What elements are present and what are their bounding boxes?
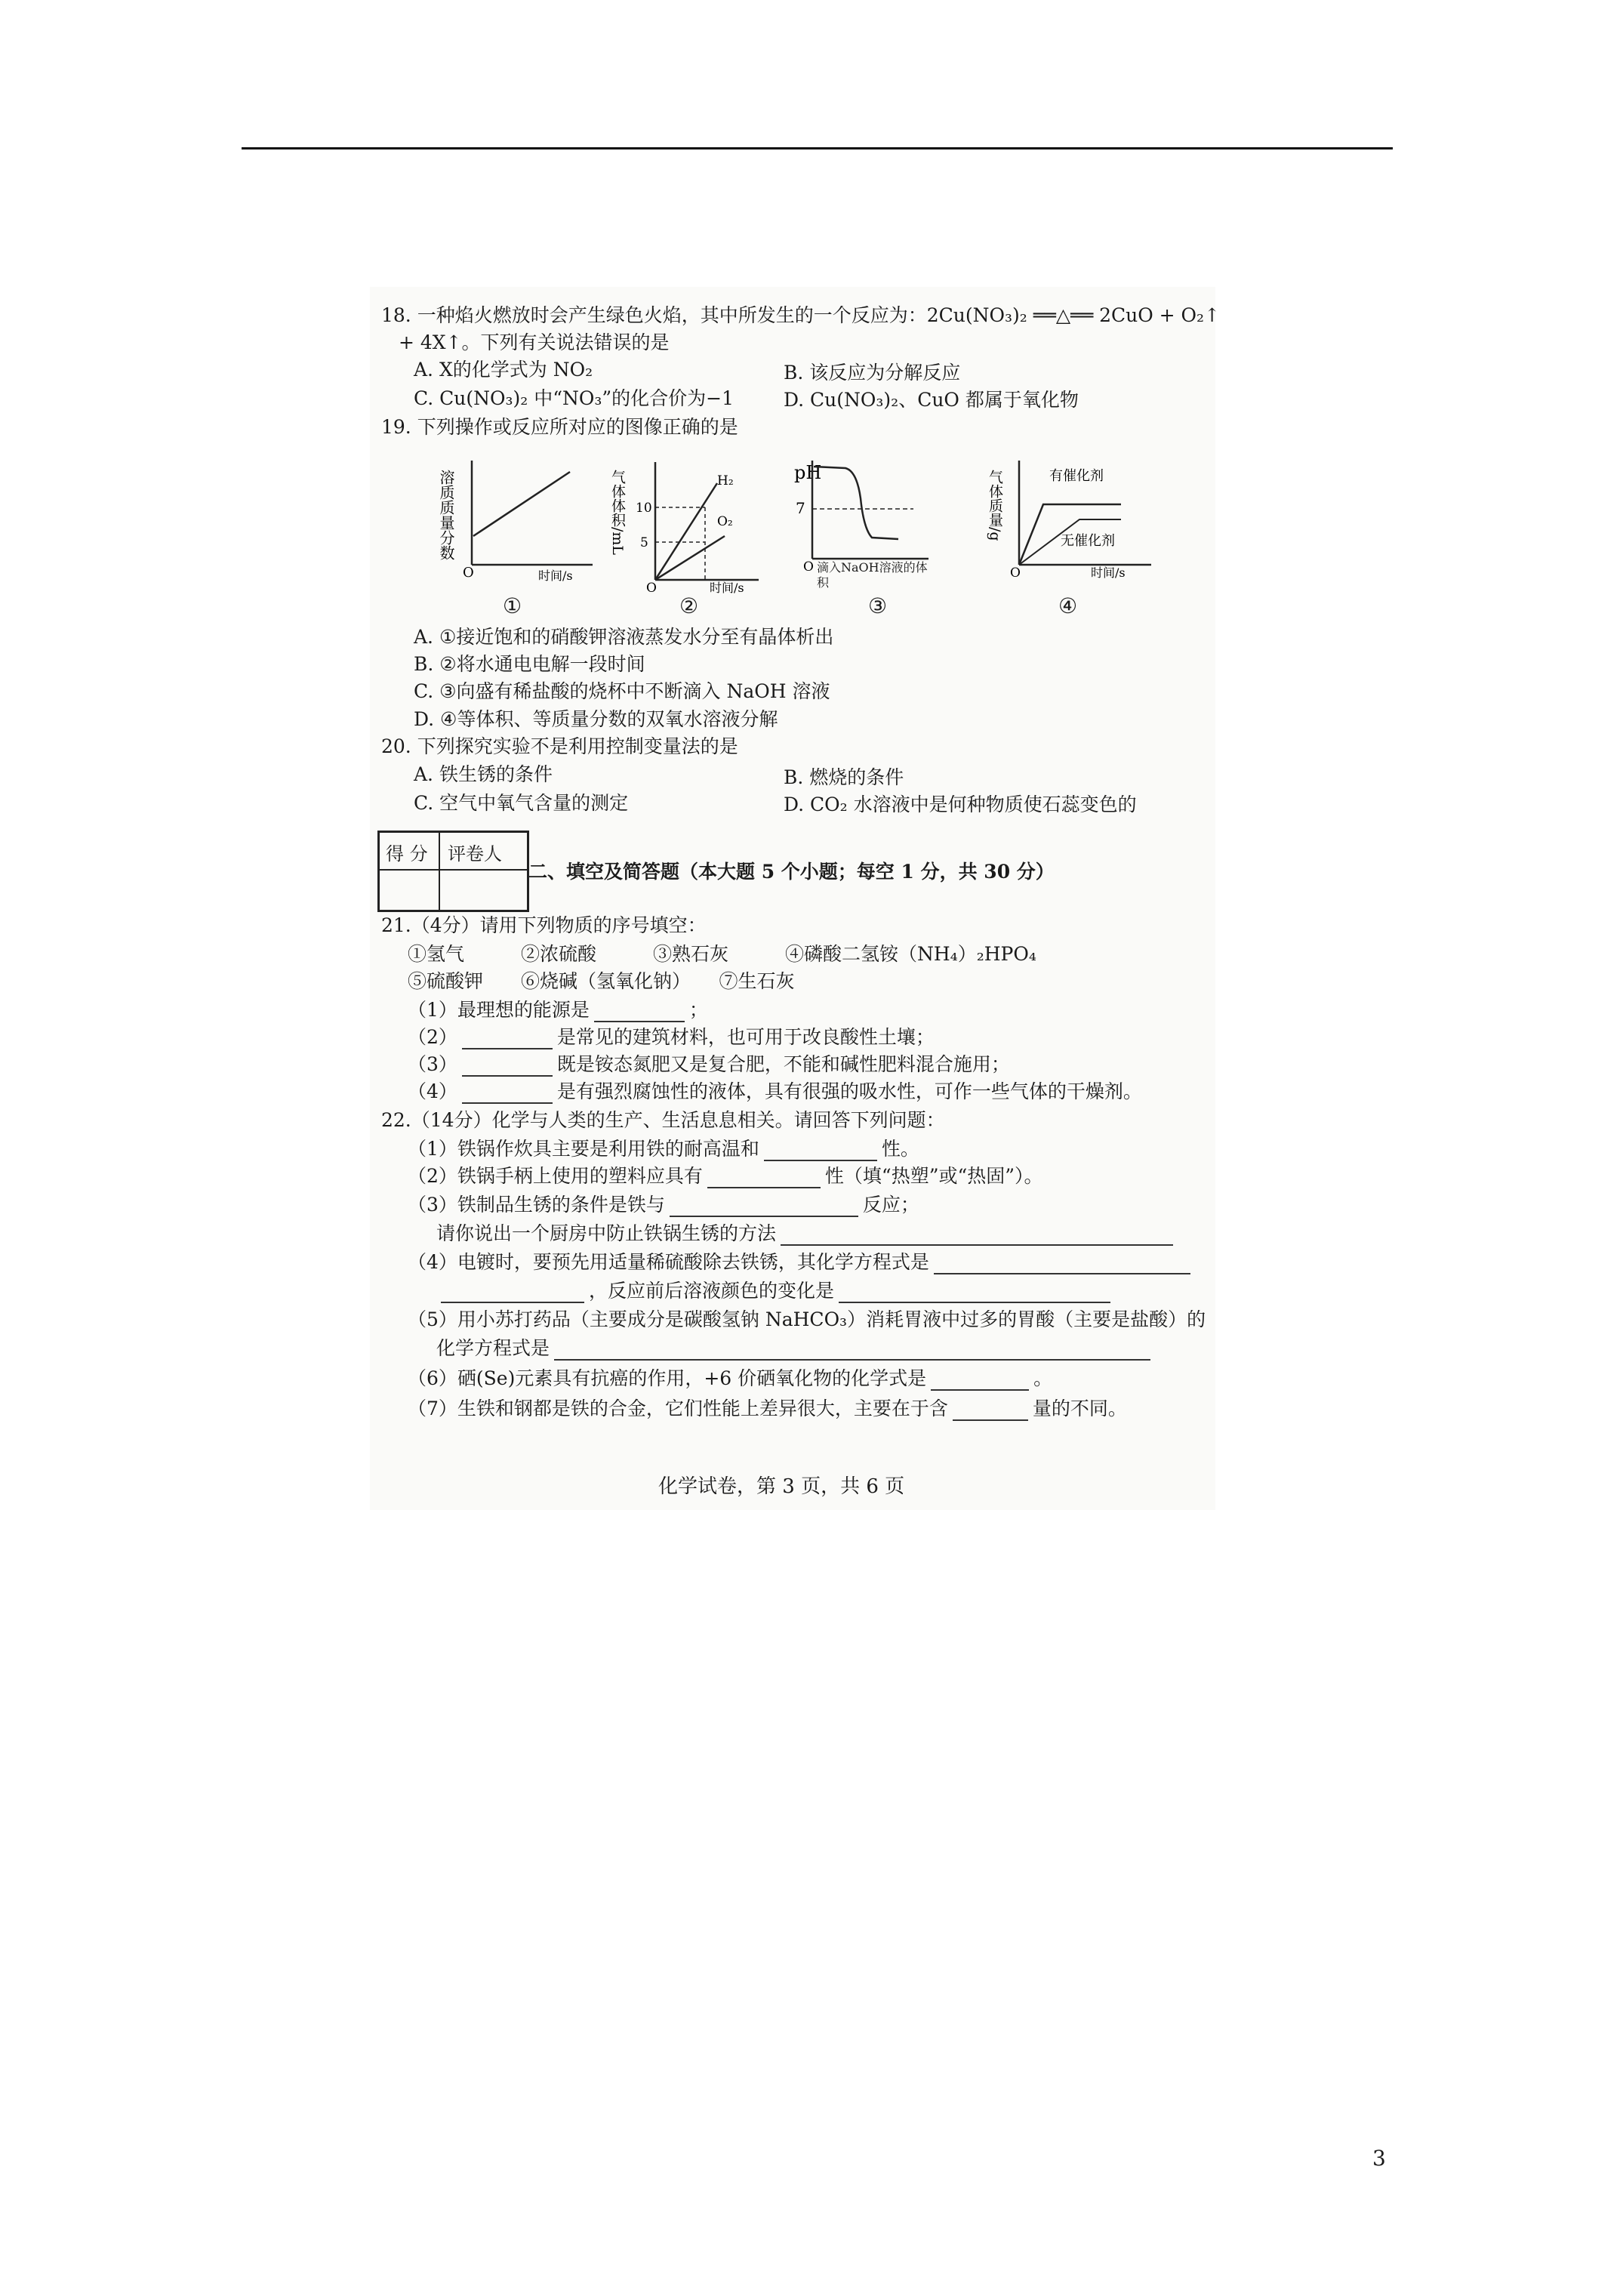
q21-part4: （4） 是有强烈腐蚀性的液体，具有很强的吸水性，可作一些气体的干燥剂。 — [408, 1080, 1142, 1102]
graph-2-xlabel: 时间/s — [710, 581, 744, 595]
q20-option-c: C. 空气中氧气含量的测定 — [414, 792, 629, 814]
graph-4-ylabel: 气体质量/g — [987, 470, 1003, 541]
graph-2-tick-5: 5 — [640, 535, 648, 550]
q22-part3: （3）铁制品生锈的条件是铁与 反应； — [408, 1194, 919, 1216]
score-label: 得 分 — [386, 843, 428, 864]
q21-part3: （3） 既是铵态氮肥又是复合肥，不能和碱性肥料混合施用； — [408, 1053, 1010, 1075]
q21-options-row1: ①氢气 ②浓硫酸 ③熟石灰 ④磷酸二氢铵（NH₄）₂HPO₄ — [408, 943, 1036, 965]
q19-stem: 19. 下列操作或反应所对应的图像正确的是 — [381, 416, 738, 438]
answer-blank[interactable] — [441, 1285, 584, 1303]
graph-2-o2-label: O₂ — [717, 514, 733, 529]
q22-part6: （6）硒(Se)元素具有抗癌的作用，+6 价硒氧化物的化学式是 。 — [408, 1367, 1053, 1389]
graph-3-origin: O — [803, 559, 814, 575]
graph-4-no-catalyst-label: 无催化剂 — [1061, 533, 1115, 549]
q19-option-b: B. ②将水通电电解一段时间 — [414, 653, 645, 675]
q21-options-row2: ⑤硫酸钾 ⑥烧碱（氢氧化钠） ⑦生石灰 — [408, 970, 795, 992]
answer-blank[interactable] — [953, 1403, 1028, 1421]
grader-label: 评卷人 — [448, 843, 502, 864]
q22-part2: （2）铁锅手柄上使用的塑料应具有 性（填“热塑”或“热固”）。 — [408, 1165, 1043, 1187]
page-number: 3 — [1372, 2146, 1386, 2171]
graph-1-number: ① — [503, 593, 522, 618]
answer-blank[interactable] — [462, 1031, 553, 1049]
q18-option-b: B. 该反应为分解反应 — [784, 362, 961, 384]
graph-2 — [596, 453, 770, 596]
answer-blank[interactable] — [594, 1004, 685, 1022]
section-2-title: 二、填空及简答题（本大题 5 个小题；每空 1 分，共 30 分） — [528, 861, 1055, 883]
q22-part4: （4）电镀时，要预先用适量稀硫酸除去铁锈，其化学方程式是 — [408, 1250, 1195, 1274]
answer-blank[interactable] — [781, 1228, 1173, 1246]
q21-part1: （1）最理想的能源是 ； — [408, 999, 708, 1021]
q20-option-d: D. CO₂ 水溶液中是何种物质使石蕊变色的 — [784, 794, 1137, 815]
graph-4 — [989, 453, 1163, 588]
q22-part1: （1）铁锅作炊具主要是利用铁的耐高温和 性。 — [408, 1138, 919, 1160]
answer-blank[interactable] — [839, 1285, 1110, 1303]
q18-line2: + 4X↑。下列有关说法错误的是 — [399, 331, 670, 353]
graph-1-origin: O — [463, 565, 474, 581]
q22-part4-cont: ，反应前后溶液颜色的变化是 — [436, 1279, 1115, 1303]
q22-part7: （7）生铁和钢都是铁的合金，它们性能上差异很大，主要在于含 量的不同。 — [408, 1398, 1127, 1419]
graph-4-catalyst-label: 有催化剂 — [1049, 468, 1104, 484]
answer-blank[interactable] — [931, 1373, 1029, 1391]
graph-2-ylabel: 气体体积/mL — [609, 470, 626, 556]
q20-option-a: A. 铁生锈的条件 — [414, 763, 553, 785]
graph-2-tick-10: 10 — [636, 501, 652, 516]
q19-option-d: D. ④等体积、等质量分数的双氧水溶液分解 — [414, 708, 778, 730]
q18-option-c: C. Cu(NO₃)₂ 中“NO₃”的化合价为−1 — [414, 387, 735, 409]
graph-1-xlabel: 时间/s — [538, 569, 573, 583]
answer-blank[interactable] — [670, 1199, 858, 1217]
q20-option-b: B. 燃烧的条件 — [784, 766, 904, 788]
q18-line1: 18. 一种焰火燃放时会产生绿色火焰，其中所发生的一个反应为：2Cu(NO₃)₂ ══△══ 2CuO + O₂↑ — [381, 304, 1221, 326]
graph-4-origin: O — [1010, 566, 1021, 581]
graph-3-ylabel: pH — [794, 462, 822, 483]
q22-part5-cont: 化学方程式是 — [436, 1336, 1155, 1361]
q21-stem: 21.（4分）请用下列物质的序号填空： — [381, 914, 707, 936]
graph-2-origin: O — [646, 581, 657, 596]
q18-option-d: D. Cu(NO₃)₂、CuO 都属于氧化物 — [784, 389, 1079, 411]
answer-blank[interactable] — [462, 1086, 553, 1104]
graph-3 — [785, 453, 936, 599]
answer-blank[interactable] — [764, 1143, 877, 1161]
page-footer: 化学试卷，第 3 页，共 6 页 — [658, 1475, 905, 1498]
score-box — [377, 831, 529, 912]
graph-3-number: ③ — [868, 593, 888, 618]
q22-stem: 22.（14分）化学与人类的生产、生活息息相关。请回答下列问题： — [381, 1109, 945, 1131]
graph-1-ylabel: 溶质质量分数 — [437, 470, 455, 560]
q22-part3-method: 请你说出一个厨房中防止铁锅生锈的方法 — [436, 1222, 1178, 1246]
graph-4-xlabel: 时间/s — [1091, 566, 1126, 580]
graph-2-number: ② — [679, 593, 699, 618]
answer-blank[interactable] — [462, 1059, 553, 1077]
header-rule — [242, 147, 1393, 149]
q20-stem: 20. 下列探究实验不是利用控制变量法的是 — [381, 735, 738, 757]
answer-blank[interactable] — [707, 1170, 821, 1188]
q21-part2: （2） 是常见的建筑材料，也可用于改良酸性土壤； — [408, 1026, 935, 1048]
graph-2-h2-label: H₂ — [717, 473, 734, 488]
q19-option-c: C. ③向盛有稀盐酸的烧杯中不断滴入 NaOH 溶液 — [414, 680, 830, 702]
answer-blank[interactable] — [934, 1256, 1190, 1274]
answer-blank[interactable] — [554, 1342, 1150, 1361]
q19-option-a: A. ①接近饱和的硝酸钾溶液蒸发水分至有晶体析出 — [414, 626, 834, 648]
q22-part5: （5）用小苏打药品（主要成分是碳酸氢钠 NaHCO₃）消耗胃液中过多的胃酸（主要是盐酸）的 — [408, 1308, 1206, 1330]
graph-3-xlabel: 滴入NaOH溶液的体积 — [817, 560, 928, 590]
graph-4-number: ④ — [1058, 593, 1078, 618]
graph-3-tick-7: 7 — [796, 499, 805, 517]
q18-option-a: A. X的化学式为 NO₂ — [414, 359, 593, 381]
graph-1 — [437, 453, 600, 584]
